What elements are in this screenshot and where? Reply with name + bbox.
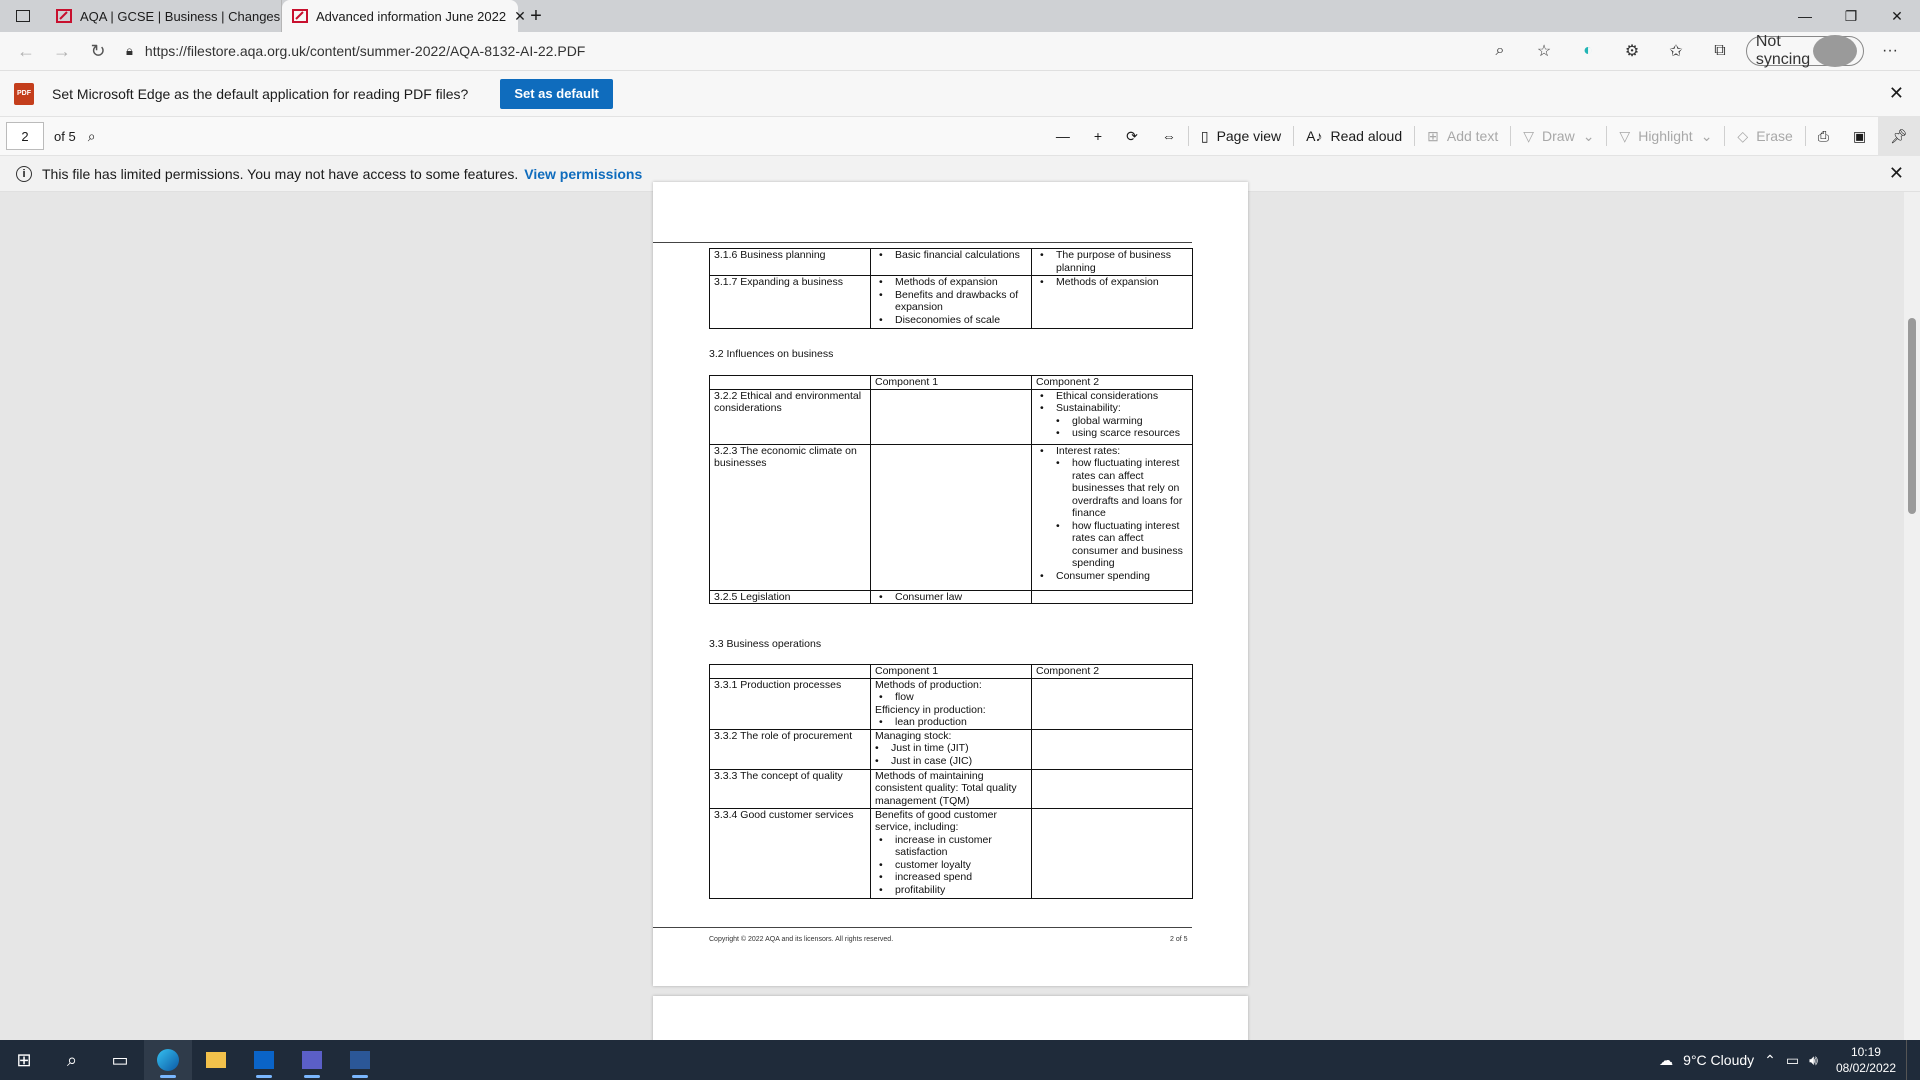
table-cell <box>871 444 1032 590</box>
list-item: • global warming <box>1036 415 1188 428</box>
minimize-icon[interactable]: — <box>1798 8 1812 24</box>
page-view-label: Page view <box>1216 128 1282 144</box>
table-cell <box>1032 276 1193 329</box>
table-cell: Methods of maintaining consistent quality: Total quality management (TQM) <box>871 769 1032 808</box>
pdf-icon: PDF <box>14 83 34 105</box>
zoom-out-icon[interactable]: — <box>1055 128 1070 144</box>
extensions-icon[interactable]: ⚙ <box>1624 43 1640 60</box>
volume-icon[interactable]: 🔊︎ <box>1809 1051 1818 1068</box>
close-window-icon[interactable]: ✕ <box>1891 7 1903 24</box>
table-cell <box>871 729 1032 769</box>
collections-icon[interactable]: ⧉ <box>1714 42 1726 59</box>
rotate-icon[interactable]: ⟳ <box>1126 127 1138 144</box>
cloud-icon[interactable]: ☁ <box>1659 1051 1674 1068</box>
lock-icon[interactable]: 🔒︎ <box>126 43 133 58</box>
list-item: • The purpose of business planning <box>1036 249 1188 274</box>
add-text-label: Add text <box>1446 128 1499 144</box>
browser-actions <box>1478 35 1912 67</box>
list-item: • Benefits and drawbacks of expansion <box>875 289 1027 314</box>
table-cell <box>871 389 1032 444</box>
address-bar <box>0 32 1920 70</box>
aqa-favicon-icon <box>292 8 308 24</box>
close-icon[interactable]: ✕ <box>1888 163 1904 183</box>
info-icon: i <box>16 166 32 182</box>
page-view-button[interactable] <box>1189 116 1293 156</box>
close-icon[interactable]: ✕ <box>1888 83 1904 103</box>
view-permissions-link[interactable]: View permissions <box>524 165 643 182</box>
chevron-down-icon[interactable]: ⌄ <box>1582 127 1595 144</box>
start-icon[interactable]: ⊞ <box>16 1049 32 1070</box>
fit-page-icon[interactable]: ⇔ <box>1161 128 1176 144</box>
pin-icon[interactable]: 📌︎ <box>1878 116 1920 156</box>
search-icon[interactable]: ⌕ <box>87 127 96 144</box>
list-item: • Just in time (JIT) <box>871 742 1027 755</box>
table-cell: 3.2.2 Ethical and environmental considerations <box>710 389 871 444</box>
url-field[interactable] <box>126 43 1466 59</box>
table-row <box>710 678 1193 729</box>
system-tray <box>1659 1040 1920 1080</box>
active-indicator <box>352 1075 368 1078</box>
list-item: • using scarce resources <box>1036 427 1188 440</box>
close-tab-icon[interactable]: ✕ <box>514 7 526 24</box>
zoom-icon[interactable]: ⌕ <box>1495 42 1505 59</box>
table-row <box>710 590 1193 604</box>
list-item: • Just in case (JIC) <box>871 755 1027 768</box>
draw-icon: ▽ <box>1523 127 1535 144</box>
table-cell <box>1032 249 1193 276</box>
edge-icon[interactable] <box>144 1040 192 1080</box>
table-cell <box>1032 808 1193 898</box>
print-icon[interactable]: ⎙ <box>1817 127 1829 144</box>
pdf-page <box>653 182 1248 986</box>
table-cell: 3.3.2 The role of procurement <box>710 729 871 769</box>
footer-copyright: Copyright © 2022 AQA and its licensors. All rights reserved. <box>709 936 894 943</box>
table-header: Component 1 <box>871 665 1032 679</box>
url-text: https://filestore.aqa.org.uk/content/summer-2022/AQA-8132-AI-22.PDF <box>144 43 586 59</box>
word-shape <box>350 1051 370 1069</box>
table-cell <box>871 808 1032 898</box>
profile-button[interactable] <box>1746 33 1864 68</box>
list-item: • Diseconomies of scale <box>875 314 1027 327</box>
permissions-message: This file has limited permissions. You may not have access to some features. <box>42 165 519 182</box>
list-item: • Methods of expansion <box>1036 276 1188 289</box>
tab-title: AQA | GCSE | Business | Changes <box>80 8 281 24</box>
table-cell <box>1032 444 1193 590</box>
zoom-in-icon[interactable]: + <box>1093 128 1103 144</box>
table-cell: 3.3.4 Good customer services <box>710 808 871 898</box>
tab-actions-button[interactable] <box>0 0 46 32</box>
scrollbar-thumb[interactable] <box>1908 318 1916 514</box>
active-indicator <box>304 1075 320 1078</box>
add-text-icon: ⊞ <box>1427 127 1439 144</box>
task-view-icon[interactable]: ▭ <box>111 1049 129 1070</box>
outlook-shape <box>254 1051 274 1069</box>
window-controls <box>1782 0 1920 32</box>
list-item: • customer loyalty <box>859 859 1027 872</box>
list-item: • Consumer spending <box>1036 570 1188 583</box>
list-item: • how fluctuating interest rates can affect consumer and business spending <box>1036 520 1188 570</box>
date: 08/02/2022 <box>1835 1061 1896 1075</box>
cell-text: Managing stock: <box>875 729 952 742</box>
pdf-viewer[interactable] <box>0 192 1920 1040</box>
time: 10:19 <box>1850 1045 1881 1059</box>
profile-label: Not syncing <box>1755 33 1811 68</box>
weather-text[interactable]: 9°C Cloudy <box>1683 1052 1755 1068</box>
list-item: • how fluctuating interest rates can affect businesses that rely on overdrafts and loans for finance <box>1036 457 1188 520</box>
draw-button[interactable] <box>1511 116 1606 156</box>
page-view-icon: ▯ <box>1200 127 1209 144</box>
eraser-icon: ◇ <box>1737 127 1749 144</box>
table-cell <box>1032 389 1193 444</box>
list-item: • Sustainability: <box>1036 402 1188 415</box>
highlight-button[interactable] <box>1607 116 1724 156</box>
chevron-down-icon[interactable]: ⌄ <box>1700 127 1713 144</box>
forward-icon[interactable]: → <box>53 40 71 61</box>
pdf-toolbar <box>0 116 1920 156</box>
table-business-planning <box>709 248 1193 329</box>
show-desktop[interactable] <box>1906 1040 1912 1080</box>
search-icon[interactable]: ⌕ <box>66 1049 78 1070</box>
cell-text: Benefits of good customer service, including: <box>875 808 997 833</box>
infobar-message: Set Microsoft Edge as the default application for reading PDF files? <box>52 85 469 102</box>
table-header-row <box>710 665 1193 679</box>
table-cell: 3.1.7 Expanding a business <box>710 276 871 329</box>
page-number-input[interactable]: 2 <box>6 122 44 150</box>
highlight-icon: ▽ <box>1619 127 1631 144</box>
table-cell <box>871 678 1032 729</box>
tab-advanced-information[interactable] <box>282 0 526 32</box>
table-cell <box>1032 769 1193 808</box>
word-icon[interactable] <box>336 1040 384 1080</box>
table-row <box>710 444 1193 590</box>
aqa-favicon-icon <box>56 8 72 24</box>
read-aloud-icon: A♪ <box>1306 128 1323 144</box>
highlight-label: Highlight <box>1638 128 1693 144</box>
restore-icon[interactable]: ❐ <box>1844 7 1858 24</box>
refresh-icon[interactable]: ↻ <box>90 40 106 61</box>
table-cell: 3.3.1 Production processes <box>710 678 871 729</box>
table-cell: 3.1.6 Business planning <box>710 249 871 276</box>
tab-title: Advanced information June 2022 <box>316 8 507 24</box>
edge-logo <box>157 1049 179 1071</box>
table-cell <box>871 249 1032 276</box>
section-heading: 3.3 Business operations <box>709 638 822 650</box>
table-cell: 3.3.3 The concept of quality <box>710 769 871 808</box>
erase-button[interactable] <box>1725 116 1804 156</box>
file-explorer-icon[interactable] <box>192 1040 240 1080</box>
table-cell <box>1032 590 1193 604</box>
avatar <box>1813 35 1857 67</box>
teams-shape <box>302 1051 322 1069</box>
table-row <box>710 249 1193 276</box>
tab-aqa-gcse[interactable] <box>46 0 282 32</box>
clock[interactable] <box>1836 1044 1896 1076</box>
list-item: • Methods of expansion <box>875 276 1027 289</box>
table-cell <box>871 590 1032 604</box>
tab-actions-icon <box>16 10 30 22</box>
table-row <box>710 808 1193 898</box>
table-header: Component 2 <box>1032 665 1193 679</box>
default-app-infobar <box>0 70 1920 116</box>
add-text-button[interactable] <box>1415 116 1510 156</box>
cell-text: Efficiency in production: <box>875 703 986 716</box>
table-row <box>710 729 1193 769</box>
table-cell <box>1032 678 1193 729</box>
table-row <box>710 389 1193 444</box>
network-icon[interactable]: ▭ <box>1785 1051 1800 1068</box>
footer-page-number: 2 of 5 <box>1170 936 1188 943</box>
list-item: • lean production <box>859 716 1027 729</box>
table-cell <box>871 276 1032 329</box>
cell-text: Methods of production: <box>875 678 982 691</box>
save-icon[interactable]: ▣ <box>1852 127 1867 144</box>
table-header <box>710 665 871 679</box>
add-favorite-icon[interactable]: ☆ <box>1536 43 1552 60</box>
header-rule <box>653 242 1192 243</box>
table-influences <box>709 375 1193 604</box>
table-row <box>710 769 1193 808</box>
draw-label: Draw <box>1542 128 1575 144</box>
active-indicator <box>160 1075 176 1078</box>
list-item: • Ethical considerations <box>1036 390 1188 403</box>
list-item: • Consumer law <box>875 591 1027 604</box>
table-header: Component 2 <box>1032 376 1193 390</box>
table-row <box>710 276 1193 329</box>
chevron-up-icon[interactable]: ⌃ <box>1764 1051 1776 1068</box>
erase-label: Erase <box>1756 128 1793 144</box>
more-icon[interactable]: ··· <box>1882 42 1898 59</box>
outlook-icon[interactable] <box>240 1040 288 1080</box>
page-count: of 5 <box>54 128 76 144</box>
list-item: • increased spend <box>859 871 1027 884</box>
list-item: • Interest rates: <box>1036 445 1188 458</box>
read-aloud-label: Read aloud <box>1330 128 1403 144</box>
table-header-row <box>710 376 1193 390</box>
folder-shape <box>206 1052 226 1068</box>
table-header <box>710 376 871 390</box>
section-heading: 3.2 Influences on business <box>709 348 834 360</box>
list-item: • flow <box>859 691 1027 704</box>
scrollbar[interactable] <box>1904 192 1920 1040</box>
footer-rule <box>653 927 1192 928</box>
extension-icon[interactable]: ◐ <box>1583 42 1593 59</box>
active-indicator <box>256 1075 272 1078</box>
list-item: • increase in customer satisfaction <box>859 834 1027 859</box>
teams-icon[interactable] <box>288 1040 336 1080</box>
new-tab-button[interactable]: + <box>530 4 542 27</box>
taskbar <box>0 1040 1920 1080</box>
set-default-button[interactable]: Set as default <box>500 79 613 109</box>
read-aloud-button[interactable] <box>1294 116 1414 156</box>
table-cell: 3.2.3 The economic climate on businesses <box>710 444 871 590</box>
table-operations <box>709 664 1193 899</box>
list-item: • Basic financial calculations <box>875 249 1027 262</box>
back-icon[interactable]: ← <box>17 40 35 61</box>
table-cell <box>1032 729 1193 769</box>
tab-bar <box>0 0 1920 32</box>
favorites-icon[interactable]: ✩ <box>1669 43 1683 60</box>
table-cell: 3.2.5 Legislation <box>710 590 871 604</box>
list-item: • profitability <box>859 884 1027 897</box>
table-header: Component 1 <box>871 376 1032 390</box>
